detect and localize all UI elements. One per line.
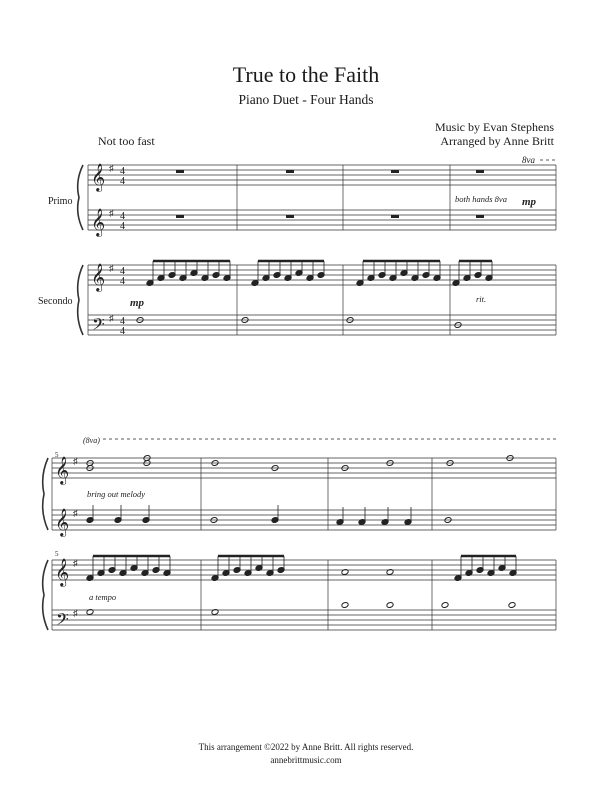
note-head [341,569,349,576]
both-hands-marking: both hands 8va [455,194,507,204]
bass-clef-icon: 𝄢 [56,611,69,633]
secondo-label: Secondo [38,296,73,307]
treble-clef-icon: 𝄞 [55,510,70,536]
tempo-marking: Not too fast [98,134,155,148]
treble-clef-icon: 𝄞 [91,265,106,291]
ottava-continuation: (8va) [83,436,100,445]
whole-rest [391,215,399,218]
brace [78,265,83,335]
treble-clef-icon: 𝄞 [55,560,70,586]
rit-marking: rit. [476,294,487,304]
footer [0,741,612,767]
sharp-icon: ♯ [73,456,78,466]
note-head [341,602,349,609]
brace [43,560,48,630]
piece-title: True to the Faith [232,62,380,87]
time-sig: 4 [120,266,125,277]
measure-number-primo: 5 [55,451,59,459]
measure-number-secondo: 5 [55,550,59,558]
whole-rest [476,215,484,218]
whole-rest [286,215,294,218]
note-head [508,602,516,609]
treble-clef-icon: 𝄞 [91,165,106,191]
copyright-notice: This arrangement ©2022 by Anne Britt. All rights reserved. [198,742,414,752]
a-tempo-marking: a tempo [89,592,117,602]
time-sig: 4 [120,276,125,287]
dynamic-primo: mp [522,196,537,208]
note-head [386,602,394,609]
treble-clef-icon: 𝄞 [91,210,106,236]
ottava-marking: 8va [522,155,535,165]
sharp-icon: ♯ [109,163,114,173]
note-head [441,602,449,609]
treble-clef-icon: 𝄞 [55,458,70,484]
brace [78,165,83,230]
sharp-icon: ♯ [109,263,114,273]
dynamic-secondo: mp [130,297,145,309]
time-sig: 4 [120,211,125,222]
time-sig: 4 [120,176,125,187]
whole-rest [176,170,184,173]
whole-rest [176,215,184,218]
note-head [86,609,94,616]
brace [43,458,48,530]
whole-rest [476,170,484,173]
website-url: annebrittmusic.com [270,755,342,765]
time-sig: 4 [120,326,125,337]
whole-rest [391,170,399,173]
note-head [386,569,394,576]
bring-out-melody: bring out melody [87,489,146,499]
sharp-icon: ♯ [109,208,114,218]
sharp-icon: ♯ [109,313,114,323]
arranger-credit: Arranged by Anne Britt [440,134,554,148]
sharp-icon: ♯ [73,608,78,618]
time-sig: 4 [120,316,125,327]
composer-credit: Music by Evan Stephens [435,120,554,134]
sharp-icon: ♯ [73,508,78,518]
sharp-icon: ♯ [73,558,78,568]
time-sig: 4 [120,221,125,232]
note-head [211,609,219,616]
whole-rest [286,170,294,173]
primo-label: Primo [48,196,73,207]
time-sig: 4 [120,166,125,177]
bass-clef-icon: 𝄢 [92,316,105,338]
piece-subtitle: Piano Duet - Four Hands [238,92,374,107]
